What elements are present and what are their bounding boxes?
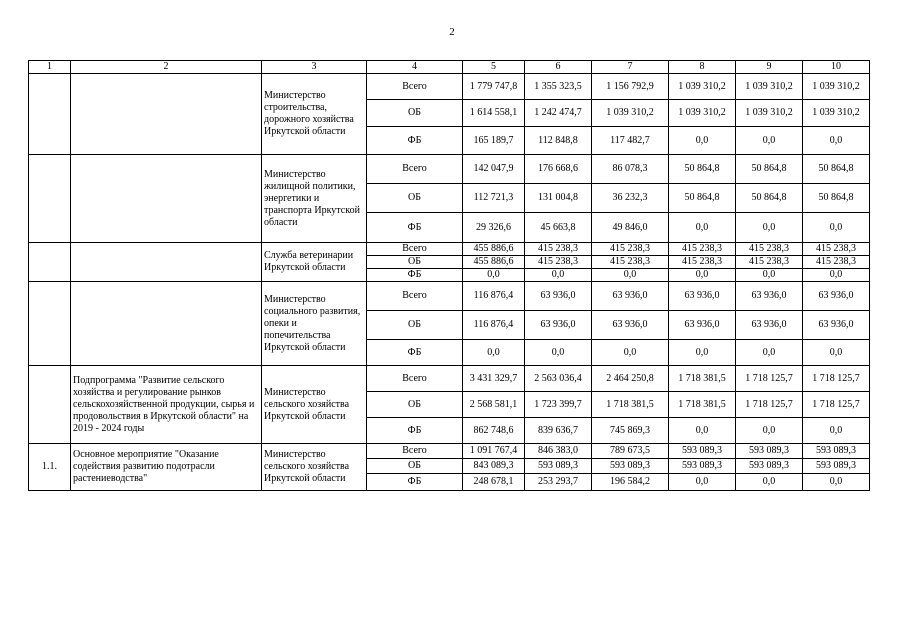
value-cell: 415 238,3 (736, 243, 803, 256)
row-number-cell: 1.1. (29, 444, 71, 491)
value-cell: 1 039 310,2 (669, 74, 736, 100)
table-row (29, 282, 870, 311)
funding-source-cell: ОБ (367, 184, 463, 213)
value-cell: 1 718 381,5 (592, 392, 669, 418)
table-row (29, 155, 870, 184)
header-cell: 5 (463, 61, 525, 74)
funding-source-cell: ОБ (367, 311, 463, 340)
value-cell: 50 864,8 (669, 155, 736, 184)
funding-source-cell: Всего (367, 243, 463, 256)
value-cell: 0,0 (803, 127, 870, 155)
value-cell: 0,0 (803, 269, 870, 282)
value-cell: 1 039 310,2 (592, 100, 669, 127)
value-cell: 1 723 399,7 (525, 392, 592, 418)
value-cell: 0,0 (463, 269, 525, 282)
value-cell: 176 668,6 (525, 155, 592, 184)
value-cell: 165 189,7 (463, 127, 525, 155)
program-name-cell (71, 282, 262, 366)
value-cell: 196 584,2 (592, 474, 669, 491)
funding-source-cell: ОБ (367, 256, 463, 269)
value-cell: 112 721,3 (463, 184, 525, 213)
value-cell: 1 039 310,2 (803, 74, 870, 100)
value-cell: 0,0 (525, 269, 592, 282)
value-cell: 50 864,8 (736, 155, 803, 184)
value-cell: 2 568 581,1 (463, 392, 525, 418)
value-cell: 0,0 (669, 269, 736, 282)
header-cell: 7 (592, 61, 669, 74)
funding-source-cell: ФБ (367, 269, 463, 282)
table-row (29, 444, 870, 459)
value-cell: 1 091 767,4 (463, 444, 525, 459)
value-cell: 1 718 125,7 (736, 392, 803, 418)
header-cell: 6 (525, 61, 592, 74)
header-cell: 2 (71, 61, 262, 74)
value-cell: 1 039 310,2 (736, 74, 803, 100)
value-cell: 0,0 (736, 340, 803, 366)
executor-cell: Министерство сельского хозяйства Иркутской области (262, 366, 367, 444)
value-cell: 0,0 (669, 474, 736, 491)
value-cell: 2 464 250,8 (592, 366, 669, 392)
value-cell: 0,0 (736, 474, 803, 491)
value-cell: 593 089,3 (736, 459, 803, 474)
value-cell: 1 718 125,7 (736, 366, 803, 392)
value-cell: 0,0 (669, 127, 736, 155)
value-cell: 50 864,8 (803, 184, 870, 213)
funding-source-cell: ФБ (367, 127, 463, 155)
value-cell: 1 355 323,5 (525, 74, 592, 100)
value-cell: 415 238,3 (592, 243, 669, 256)
value-cell: 1 039 310,2 (736, 100, 803, 127)
value-cell: 112 848,8 (525, 127, 592, 155)
budget-table (28, 60, 870, 491)
value-cell: 0,0 (803, 474, 870, 491)
value-cell: 142 047,9 (463, 155, 525, 184)
funding-source-cell: ОБ (367, 459, 463, 474)
funding-source-cell: Всего (367, 282, 463, 311)
executor-cell: Министерство сельского хозяйства Иркутской области (262, 444, 367, 491)
funding-source-cell: Всего (367, 155, 463, 184)
value-cell: 0,0 (803, 340, 870, 366)
table-row (29, 74, 870, 100)
table-row (29, 243, 870, 256)
value-cell: 63 936,0 (669, 282, 736, 311)
value-cell: 593 089,3 (736, 444, 803, 459)
table-body (29, 61, 870, 491)
header-row (29, 61, 870, 74)
value-cell: 593 089,3 (592, 459, 669, 474)
funding-source-cell: ОБ (367, 100, 463, 127)
executor-cell: Министерство строительства, дорожного хозяйства Иркутской области (262, 74, 367, 155)
executor-cell: Министерство жилищной политики, энергетики и транспорта Иркутской области (262, 155, 367, 243)
page-number: 2 (449, 26, 455, 38)
value-cell: 63 936,0 (736, 282, 803, 311)
value-cell: 3 431 329,7 (463, 366, 525, 392)
funding-source-cell: Всего (367, 444, 463, 459)
row-number-cell (29, 243, 71, 282)
value-cell: 117 482,7 (592, 127, 669, 155)
funding-source-cell: ФБ (367, 213, 463, 243)
value-cell: 0,0 (669, 340, 736, 366)
value-cell: 45 663,8 (525, 213, 592, 243)
funding-source-cell: ОБ (367, 392, 463, 418)
table-row (29, 366, 870, 392)
value-cell: 0,0 (463, 340, 525, 366)
value-cell: 116 876,4 (463, 311, 525, 340)
row-number-cell (29, 155, 71, 243)
value-cell: 63 936,0 (525, 311, 592, 340)
value-cell: 1 614 558,1 (463, 100, 525, 127)
value-cell: 63 936,0 (525, 282, 592, 311)
value-cell: 455 886,6 (463, 256, 525, 269)
value-cell: 0,0 (736, 418, 803, 444)
row-number-cell (29, 282, 71, 366)
value-cell: 1 039 310,2 (803, 100, 870, 127)
value-cell: 415 238,3 (525, 256, 592, 269)
value-cell: 1 779 747,8 (463, 74, 525, 100)
funding-source-cell: ФБ (367, 418, 463, 444)
value-cell: 593 089,3 (525, 459, 592, 474)
program-name-cell: Подпрограмма "Развитие сельского хозяйства и регулирование рынков сельскохозяйственной продукции, сырья и продовольствия в Иркутской области" на 2019 - 2024 годы (71, 366, 262, 444)
value-cell: 131 004,8 (525, 184, 592, 213)
value-cell: 253 293,7 (525, 474, 592, 491)
value-cell: 0,0 (592, 340, 669, 366)
funding-source-cell: Всего (367, 74, 463, 100)
program-name-cell: Основное мероприятие "Оказание содействия развитию подотрасли растениеводства" (71, 444, 262, 491)
value-cell: 0,0 (592, 269, 669, 282)
header-cell: 4 (367, 61, 463, 74)
value-cell: 50 864,8 (669, 184, 736, 213)
value-cell: 1 718 381,5 (669, 366, 736, 392)
funding-source-cell: ФБ (367, 474, 463, 491)
executor-cell: Министерство социального развития, опеки и попечительства Иркутской области (262, 282, 367, 366)
value-cell: 116 876,4 (463, 282, 525, 311)
value-cell: 63 936,0 (803, 311, 870, 340)
header-cell: 3 (262, 61, 367, 74)
value-cell: 415 238,3 (669, 256, 736, 269)
funding-source-cell: Всего (367, 366, 463, 392)
program-name-cell (71, 74, 262, 155)
header-cell: 8 (669, 61, 736, 74)
value-cell: 36 232,3 (592, 184, 669, 213)
value-cell: 86 078,3 (592, 155, 669, 184)
value-cell: 0,0 (669, 213, 736, 243)
row-number-cell (29, 366, 71, 444)
row-number-cell (29, 74, 71, 155)
value-cell: 0,0 (736, 127, 803, 155)
value-cell: 415 238,3 (736, 256, 803, 269)
program-name-cell (71, 243, 262, 282)
funding-source-cell: ФБ (367, 340, 463, 366)
value-cell: 1 718 125,7 (803, 366, 870, 392)
value-cell: 843 089,3 (463, 459, 525, 474)
value-cell: 415 238,3 (525, 243, 592, 256)
value-cell: 0,0 (669, 418, 736, 444)
program-name-cell (71, 155, 262, 243)
value-cell: 63 936,0 (736, 311, 803, 340)
value-cell: 63 936,0 (803, 282, 870, 311)
value-cell: 50 864,8 (736, 184, 803, 213)
value-cell: 0,0 (736, 213, 803, 243)
value-cell: 50 864,8 (803, 155, 870, 184)
header-cell: 10 (803, 61, 870, 74)
value-cell: 1 156 792,9 (592, 74, 669, 100)
value-cell: 248 678,1 (463, 474, 525, 491)
value-cell: 63 936,0 (592, 311, 669, 340)
header-cell: 9 (736, 61, 803, 74)
value-cell: 593 089,3 (803, 444, 870, 459)
value-cell: 63 936,0 (592, 282, 669, 311)
value-cell: 63 936,0 (669, 311, 736, 340)
value-cell: 789 673,5 (592, 444, 669, 459)
value-cell: 0,0 (525, 340, 592, 366)
header-cell: 1 (29, 61, 71, 74)
value-cell: 745 869,3 (592, 418, 669, 444)
value-cell: 1 039 310,2 (669, 100, 736, 127)
value-cell: 415 238,3 (803, 243, 870, 256)
value-cell: 0,0 (803, 418, 870, 444)
value-cell: 846 383,0 (525, 444, 592, 459)
value-cell: 49 846,0 (592, 213, 669, 243)
value-cell: 1 718 125,7 (803, 392, 870, 418)
value-cell: 862 748,6 (463, 418, 525, 444)
value-cell: 415 238,3 (592, 256, 669, 269)
value-cell: 839 636,7 (525, 418, 592, 444)
value-cell: 593 089,3 (669, 444, 736, 459)
value-cell: 1 242 474,7 (525, 100, 592, 127)
value-cell: 455 886,6 (463, 243, 525, 256)
value-cell: 2 563 036,4 (525, 366, 592, 392)
value-cell: 593 089,3 (803, 459, 870, 474)
value-cell: 0,0 (803, 213, 870, 243)
value-cell: 0,0 (736, 269, 803, 282)
value-cell: 1 718 381,5 (669, 392, 736, 418)
executor-cell: Служба ветеринарии Иркутской области (262, 243, 367, 282)
value-cell: 415 238,3 (803, 256, 870, 269)
value-cell: 415 238,3 (669, 243, 736, 256)
value-cell: 593 089,3 (669, 459, 736, 474)
value-cell: 29 326,6 (463, 213, 525, 243)
